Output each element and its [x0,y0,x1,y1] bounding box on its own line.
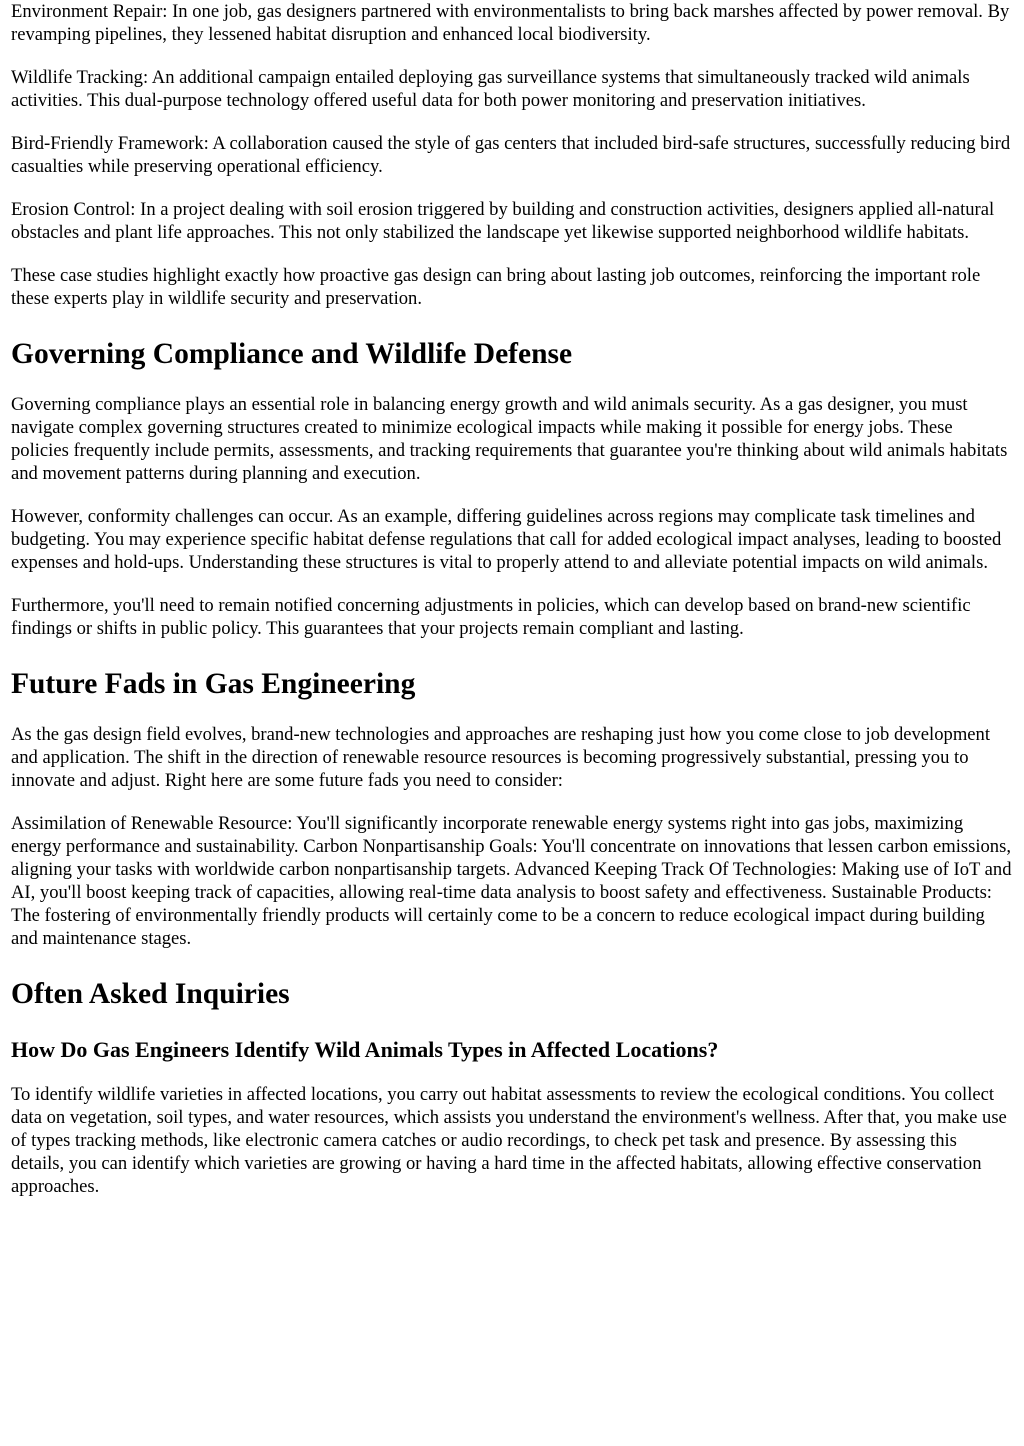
heading-compliance: Governing Compliance and Wildlife Defense [11,338,573,370]
heading-future-fads: Future Fads in Gas Engineering [11,668,416,700]
paragraph-case-studies-summary: These case studies highlight exactly how proactive gas design can bring about lasting job outcomes, reinforcing the important role these experts play in wildlife security and preservation. [11,265,981,309]
heading-faq: Often Asked Inquiries [11,978,290,1010]
paragraph-environment-repair: Environment Repair: In one job, gas designers partnered with environmentalists to bring back marshes affected by power removal. By revamping pipelines, they lessened habitat disruption and enhanced local biodiversity. [11,1,1010,45]
paragraph-wildlife-tracking: Wildlife Tracking: An additional campaign entailed deploying gas surveillance systems that simultaneously tracked wild animals activities. This dual-purpose technology offered useful data for both power monitoring and preservation initiatives. [11,67,970,111]
paragraph-compliance-1: Governing compliance plays an essential role in balancing energy growth and wild animals security. As a gas designer, you must navigate complex governing structures created to minimize ecological impacts while making it possible for energy jobs. These policies frequently include permits, assessments, and tracking requirements that guarantee you're thinking about wild animals habitats and movement patterns during planning and execution. [11,394,1008,484]
paragraph-compliance-3: Furthermore, you'll need to remain notified concerning adjustments in policies, which can develop based on brand-new scientific findings or shifts in public policy. This guarantees that your projects remain compliant and lasting. [11,595,971,639]
paragraph-future-1: As the gas design field evolves, brand-new technologies and approaches are reshaping just how you come close to job development and application. The shift in the direction of renewable resource resources is becoming progressively substantial, pressing you to innovate and adjust. Right here are some future fads you need to consider: [11,724,990,791]
paragraph-future-2: Assimilation of Renewable Resource: You'll significantly incorporate renewable energy systems right into gas jobs, maximizing energy performance and sustainability. Carbon Nonpartisanship Goals: You'll concentrate on innovations that lessen carbon emissions, aligning your tasks with worldwide carbon nonpartisanship targets. Advanced Keeping Track Of Technologies: Making use of IoT and AI, you'll boost keeping track of capacities, allowing real-time data analysis to boost safety and effectiveness. Sustainable Products: The fostering of environmentally friendly products will certainly come to be a concern to reduce ecological impact during building and maintenance stages. [11,813,1012,949]
paragraph-erosion-control: Erosion Control: In a project dealing with soil erosion triggered by building and construction activities, designers applied all-natural obstacles and plant life approaches. This not only stabilized the landscape yet likewise supported neighborhood wildlife habitats. [11,199,995,243]
faq-answer: To identify wildlife varieties in affected locations, you carry out habitat assessments to review the ecological conditions. You collect data on vegetation, soil types, and water resources, which assists you understand the environment's wellness. After that, you make use of types tracking methods, like electronic camera catches or audio recordings, to check pet task and presence. By assessing this details, you can identify which varieties are growing or having a hard time in the affected habitats, allowing effective conservation approaches. [11,1084,1007,1197]
faq-question: How Do Gas Engineers Identify Wild Animals Types in Affected Locations? [11,1037,719,1062]
paragraph-compliance-2: However, conformity challenges can occur. As an example, differing guidelines across regions may complicate task timelines and budgeting. You may experience specific habitat defense regulations that call for added ecological impact analyses, leading to boosted expenses and hold-ups. Understanding these structures is vital to properly attend to and alleviate potential impacts on wild animals. [11,506,1002,573]
paragraph-bird-friendly: Bird-Friendly Framework: A collaboration caused the style of gas centers that included bird-safe structures, successfully reducing bird casualties while preserving operational efficiency. [11,133,1011,177]
